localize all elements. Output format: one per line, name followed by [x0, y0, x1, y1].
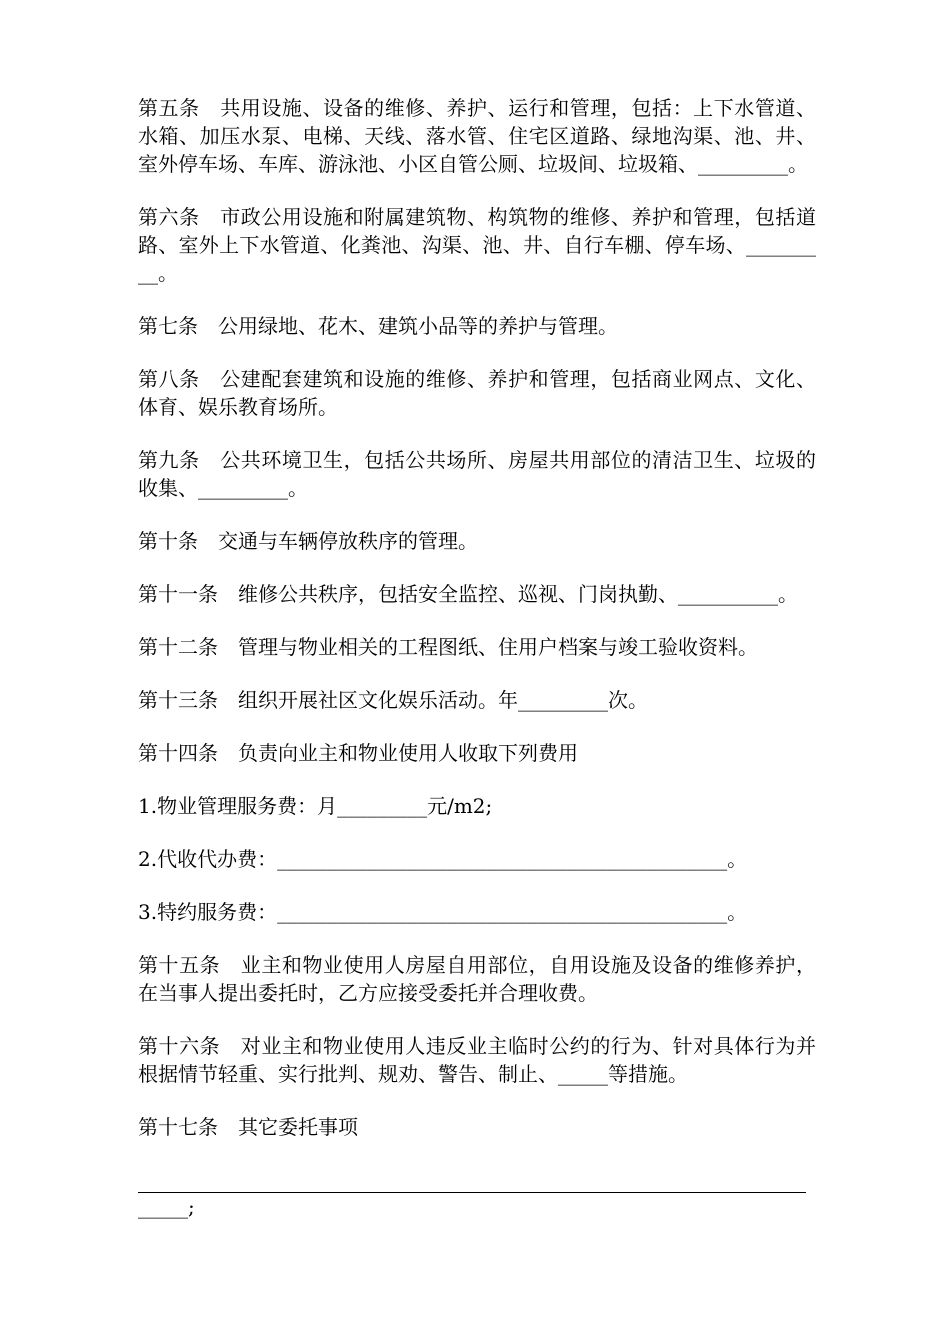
article-16: 第十六条 对业主和物业使用人违反业主临时公约的行为、针对具体行为并根据情节轻重、实行批判、规劝、警告、制止、_____等措施。	[138, 1034, 816, 1086]
fee-item-1: 1.物业管理服务费：月_________元/m2;	[138, 794, 493, 818]
article-13: 第十三条 组织开展社区文化娱乐活动。年_________次。	[138, 688, 648, 712]
fill-in-line	[138, 1166, 806, 1193]
fee-item-3: 3.特约服务费：_____________________________________________。	[138, 900, 748, 924]
fee-item-2: 2.代收代办费：_____________________________________________。	[138, 847, 748, 871]
article-9: 第九条 公共环境卫生，包括公共场所、房屋共用部位的清洁卫生、垃圾的收集、_________。	[138, 448, 816, 500]
document-page	[138, 94, 816, 1221]
article-11: 第十一条 维修公共秩序，包括安全监控、巡视、门岗执勤、__________。	[138, 582, 798, 606]
article-12: 第十二条 管理与物业相关的工程图纸、住用户档案与竣工验收资料。	[138, 635, 758, 659]
article-15: 第十五条 业主和物业使用人房屋自用部位，自用设施及设备的维修养护，在当事人提出委托时，乙方应接受委托并合理收费。	[138, 953, 816, 1005]
article-7: 第七条 公用绿地、花木、建筑小品等的养护与管理。	[138, 314, 618, 338]
fill-in-tail: _____;	[138, 1195, 195, 1219]
article-14: 第十四条 负责向业主和物业使用人收取下列费用	[138, 741, 578, 765]
article-10: 第十条 交通与车辆停放秩序的管理。	[138, 529, 478, 553]
article-5: 第五条 共用设施、设备的维修、养护、运行和管理，包括：上下水管道、水箱、加压水泵、电梯、天线、落水管、住宅区道路、绿地沟渠、池、井、室外停车场、车库、游泳池、小区自管公厕、垃圾间、垃圾箱、_________。	[138, 96, 816, 176]
article-6: 第六条 市政公用设施和附属建筑物、构筑物的维修、养护和管理，包括道路、室外上下水管道、化粪池、沟渠、池、井、自行车棚、停车场、_________。	[138, 205, 816, 285]
article-17: 第十七条 其它委托事项	[138, 1115, 358, 1139]
article-8: 第八条 公建配套建筑和设施的维修、养护和管理，包括商业网点、文化、体育、娱乐教育场所。	[138, 367, 816, 419]
